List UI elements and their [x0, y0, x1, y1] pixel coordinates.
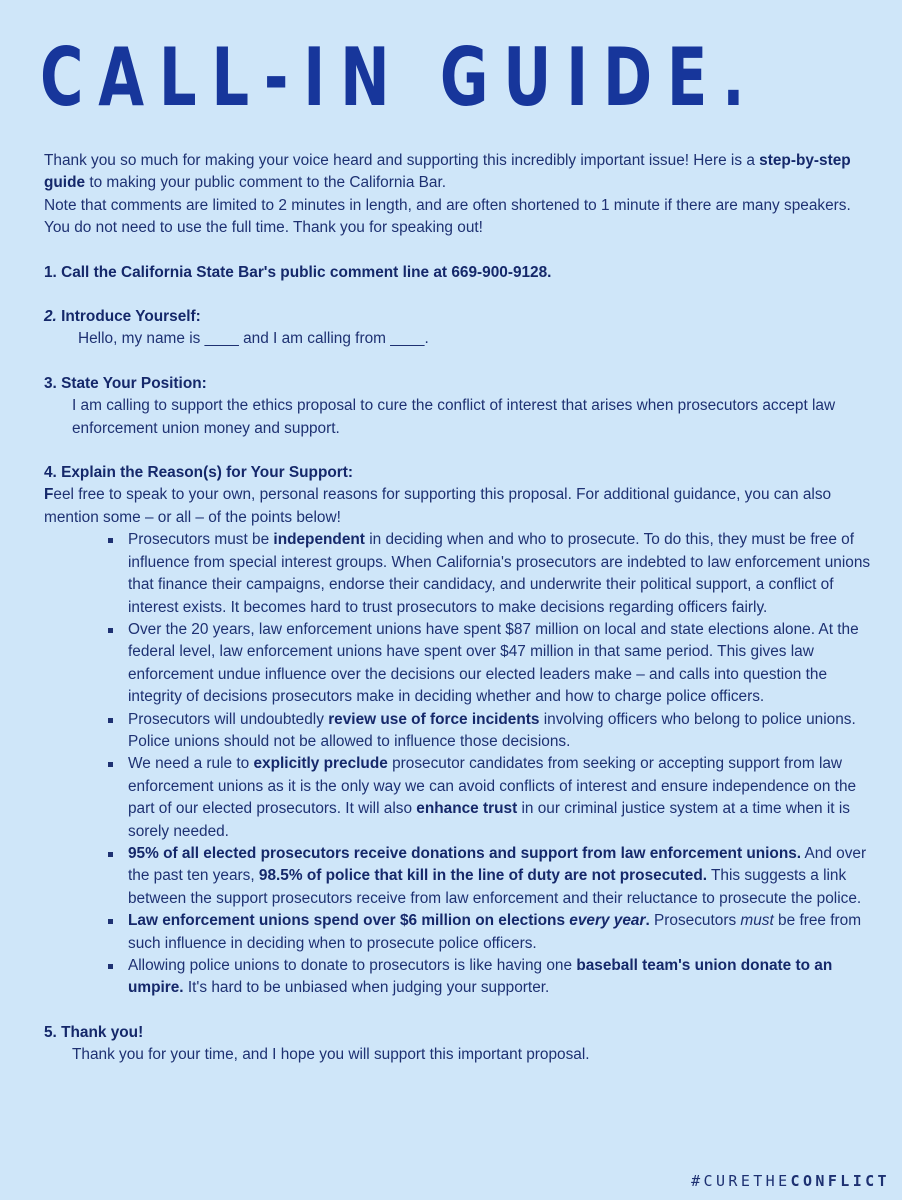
step-5-heading: 5. Thank you!	[44, 1023, 144, 1041]
list-item: We need a rule to explicitly preclude prosecutor candidates from seeking or accepting support from law enforcement unions as it is the only way we can avoid conflicts of interest and ensure independence on the part of our elected prosecutors. It will also enhance trust in our criminal justice system at a time when it is sorely needed.	[128, 753, 874, 843]
step-2-heading: 2. Introduce Yourself:	[44, 308, 201, 326]
step-3-text: I am calling to support the ethics proposal to cure the conflict of interest that arises when prosecutors accept law enforcement union money and support.	[72, 397, 836, 437]
list-item: 95% of all elected prosecutors receive donations and support from law enforcement unions. And over the past ten years, 98.5% of police that kill in the line of duty are not prosecuted. This suggests a link between the support prosecutors receive from law enforcement and their reluctance to prosecute the police.	[128, 843, 874, 910]
step-3-heading: 3. State Your Position:	[44, 374, 207, 392]
page-title: CALL-IN GUIDE.	[40, 31, 760, 124]
support-points-list	[44, 529, 874, 1000]
guide-content	[44, 150, 874, 1067]
list-item: Prosecutors must be independent in deciding when and who to prosecute. To do this, they must be free of influence from special interest groups. When California's prosecutors are indebted to law enforcement unions that finance their campaigns, endorse their candidacy, and underwrite their political support, a conflict of interest exists. It becomes hard to trust prosecutors to make decisions regarding officers fairly.	[128, 529, 874, 619]
list-item: Allowing police unions to donate to prosecutors is like having one baseball team's union donate to an umpire. It's hard to be unbiased when judging your supporter.	[128, 955, 874, 1000]
step-4-intro: Feel free to speak to your own, personal reasons for supporting this proposal. For additional guidance, you can also mention some – or all – of the points below!	[44, 486, 832, 526]
list-item: Law enforcement unions spend over $6 million on elections every year. Prosecutors must be free from such influence in deciding when to prosecute police officers.	[128, 910, 874, 955]
step-5-text: Thank you for your time, and I hope you will support this important proposal.	[72, 1046, 590, 1064]
step-by-step-emphasis: step-by-step guide	[44, 152, 851, 192]
step-4-heading: 4. Explain the Reason(s) for Your Support:	[44, 464, 353, 482]
intro-paragraph-1: Thank you so much for making your voice heard and supporting this incredibly important issue! Here is a step-by-step guide to making your public comment to the California Bar.	[44, 152, 851, 192]
list-item: Prosecutors will undoubtedly review use of force incidents involving officers who belong to police unions. Police unions should not be allowed to influence those decisions.	[128, 709, 874, 754]
list-item: Over the 20 years, law enforcement unions have spent $87 million on local and state elections alone. At the federal level, law enforcement unions have spent over $47 million in that same period. This gives law enforcement undue influence over the decisions our elected leaders make – and calls into question the integrity of decisions prosecutors make in deciding whether and how to charge police officers.	[128, 619, 874, 709]
step-2-text: Hello, my name is ____ and I am calling from ____.	[78, 330, 429, 348]
step-1-heading: 1. Call the California State Bar's public comment line at 669-900-9128.	[44, 263, 552, 281]
hashtag: #CURETHECONFLICT	[691, 1172, 890, 1190]
intro-paragraph-2: Note that comments are limited to 2 minutes in length, and are often shortened to 1 minute if there are many speakers. You do not need to use the full time. Thank you for speaking out!	[44, 196, 851, 237]
